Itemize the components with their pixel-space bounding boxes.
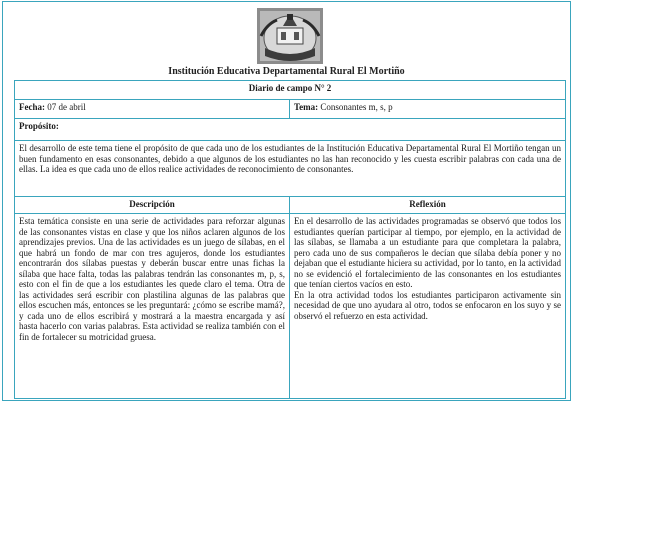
- reflection-paragraph-1: En el desarrollo de las actividades programadas se observó que todos los estudiantes querían participar al tiempo, por ejemplo, en la actividad de las sílabas, se llamaba a un estudiante para que completara la palabra, pero cada uno de sus compañeros le decían que sílaba debía poner y no dejaban que el estudiante hiciera su actividad, por lo tanto, en la actividad no se evidenció el fortalecimiento de las consonantes en los estudiantes que tenían ciertos vacíos en esto.: [294, 216, 561, 289]
- diary-title: Diario de campo N° 2: [15, 81, 566, 100]
- topic-cell: [290, 100, 566, 119]
- institution-title: Institución Educativa Departamental Rural El Mortiño: [168, 66, 405, 77]
- document-page: [2, 1, 571, 401]
- topic-value: Consonantes m, s, p: [320, 102, 393, 112]
- purpose-label: Propósito:: [15, 119, 566, 141]
- date-value: 07 de abril: [47, 102, 86, 112]
- field-diary-table: [14, 80, 566, 399]
- topic-label: Tema:: [294, 102, 319, 112]
- date-label: Fecha:: [19, 102, 45, 112]
- school-crest-icon: [257, 8, 323, 64]
- description-text: Esta temática consiste en una serie de actividades para reforzar algunas de las consonantes vistas en clase y que los niños aclaren algunos de los aprendizajes previos. Una de las actividades es un juego de sílabas, en el que habrá un fondo de mar con tres agujeros, donde los estudiantes encontrarán dos sílabas puestas y deberán buscar entre unas fichas la sílaba que hace falta, todas las palabras tendrán las consonantes m, p, s, esto con el fin de que a los estudiantes les quede claro el tema. Otra de las actividades será escribir con plastilina algunas de las palabras que ellos escuchen más, entonces se les preguntará: ¿cómo se escribe mamá?, y cada uno de ellos escribirá y mostrará a la maestra encargada y así hasta hacerlo con varias palabras. Esta actividad se realiza también con el fin de fortalecer su motricidad gruesa.: [15, 214, 290, 399]
- reflection-paragraph-2: En la otra actividad todos los estudiantes participaron activamente sin necesidad de que uno ayudara al otro, todos se enfocaron en los suyo y se observó el refuerzo en esta actividad.: [294, 289, 561, 321]
- date-cell: [15, 100, 290, 119]
- description-header: Descripción: [15, 197, 290, 214]
- reflection-header: Reflexión: [290, 197, 566, 214]
- purpose-text: El desarrollo de este tema tiene el propósito de que cada uno de los estudiantes de la Institución Educativa Departamental Rural El Mortiño tengan un buen fundamento en esas consonantes, debido a que algunos de los estudiantes no las han reconocido y les cuesta escribir palabras con cada una de ellas. La idea es que cada uno de ellos realice actividades de reconocimiento de consonantes.: [15, 141, 566, 197]
- reflection-cell: [290, 214, 566, 399]
